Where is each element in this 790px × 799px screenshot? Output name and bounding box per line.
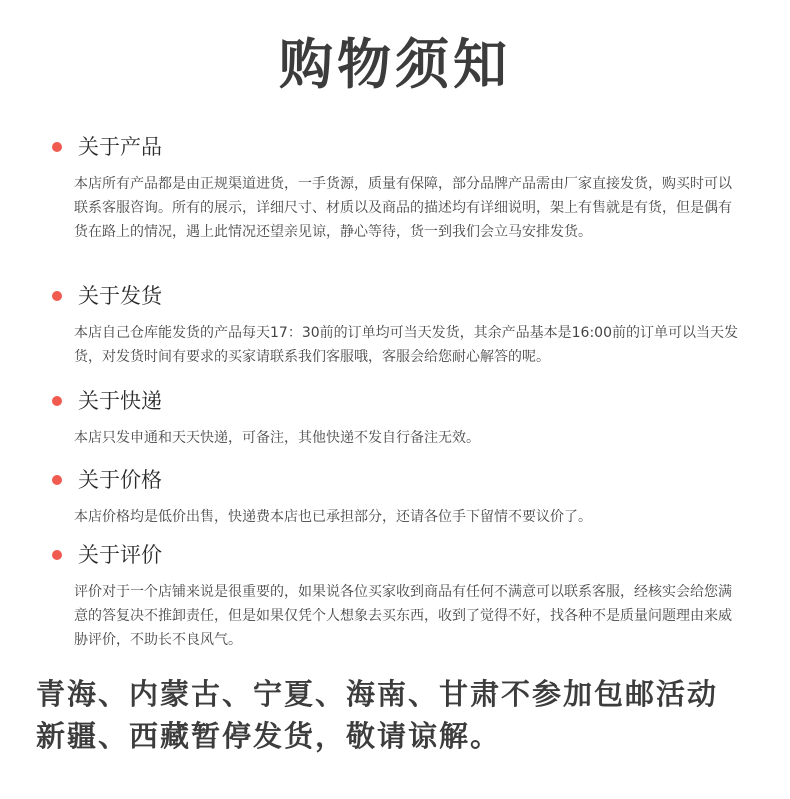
section-body: 本店自己仓库能发货的产品每天17：30前的订单均可当天发货，其余产品基本是16:00前的订单可以当天发货，对发货时间有要求的买家请联系我们客服哦，客服会给您耐心解答的呢。 <box>74 325 738 365</box>
section-header <box>52 542 742 568</box>
page-title: 购物须知 <box>279 33 511 96</box>
section-shipping <box>52 283 742 369</box>
section-courier <box>52 388 742 450</box>
section-title: 关于产品 <box>78 135 162 159</box>
section-title: 关于评价 <box>78 543 162 567</box>
bullet-dot-icon <box>52 550 62 560</box>
section-price <box>52 467 742 529</box>
bullet-dot-icon <box>52 142 62 152</box>
notice-line-1: 青海、内蒙古、宁夏、海南、甘肃不参加包邮活动 <box>36 677 719 711</box>
section-header <box>52 134 742 160</box>
section-header <box>52 283 742 309</box>
notice-line-2: 新疆、西藏暂停发货，敬请谅解。 <box>36 719 502 753</box>
section-product <box>52 134 742 244</box>
section-body: 本店价格均是低价出售，快递费本店也已承担部分，还请各位手下留情不要议价了。 <box>74 509 592 525</box>
section-title: 关于快递 <box>78 389 162 413</box>
bullet-dot-icon <box>52 396 62 406</box>
section-header <box>52 388 742 414</box>
section-body: 本店所有产品都是由正规渠道进货，一手货源，质量有保障，部分品牌产品需由厂家直接发货，购买时可以联系客服咨询。所有的展示，详细尺寸、材质以及商品的描述均有详细说明，架上有售就是有货，但是偶有货在路上的情况，遇上此情况还望亲见谅，静心等待，货一到我们会立马安排发货。 <box>74 176 732 240</box>
section-body: 评价对于一个店铺来说是很重要的，如果说各位买家收到商品有任何不满意可以联系客服，经核实会给您满意的答复决不推卸责任，但是如果仅凭个人想象去买东西，收到了觉得不好，找各种不是质量问题理由来威胁评价，不助长不良风气。 <box>74 584 732 648</box>
section-review <box>52 542 742 652</box>
section-title: 关于发货 <box>78 284 162 308</box>
bullet-dot-icon <box>52 291 62 301</box>
section-body: 本店只发申通和天天快递，可备注，其他快递不发自行备注无效。 <box>74 430 480 446</box>
section-title: 关于价格 <box>78 468 162 492</box>
bullet-dot-icon <box>52 475 62 485</box>
section-header <box>52 467 742 493</box>
